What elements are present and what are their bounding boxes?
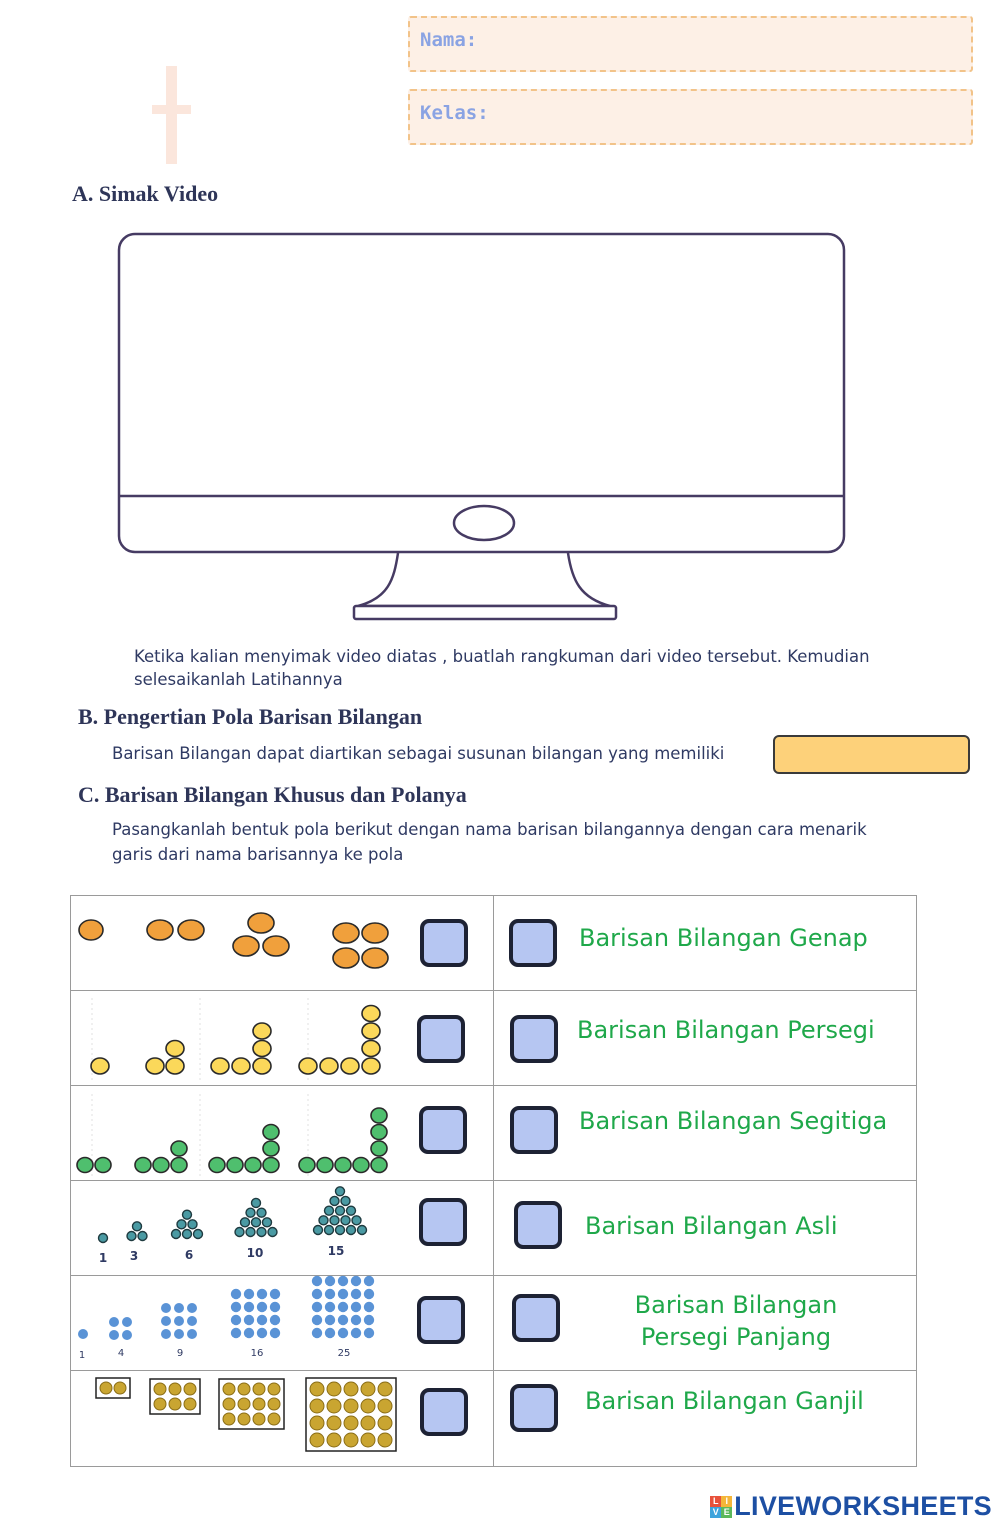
name-connector-1[interactable]	[509, 919, 557, 967]
gold-dot	[361, 1399, 375, 1413]
square-number-label: 4	[117, 1348, 125, 1359]
green-dot	[227, 1158, 243, 1173]
teal-dot	[188, 1220, 197, 1229]
triangle-number-label: 15	[327, 1244, 345, 1258]
blue-dot	[109, 1317, 119, 1327]
teal-dot	[330, 1196, 339, 1205]
pattern-squares	[78, 1276, 374, 1340]
gold-dot	[114, 1382, 126, 1394]
gold-dot	[378, 1433, 392, 1447]
pattern-connector-6[interactable]	[420, 1388, 468, 1436]
gold-dot	[361, 1433, 375, 1447]
teal-dot	[336, 1187, 345, 1196]
blue-dot	[231, 1315, 241, 1325]
blue-dot	[187, 1303, 197, 1313]
gold-dot	[361, 1382, 375, 1396]
gold-dot	[378, 1416, 392, 1430]
blue-dot	[364, 1315, 374, 1325]
gold-dot	[184, 1383, 196, 1395]
square-number-label: 1	[78, 1350, 86, 1361]
pattern-connector-1[interactable]	[420, 919, 468, 967]
blue-dot	[174, 1329, 184, 1339]
blue-dot	[122, 1330, 132, 1340]
section-c-title: C. Barisan Bilangan Khusus dan Polanya	[78, 782, 467, 807]
blue-dot	[174, 1303, 184, 1313]
teal-dot	[325, 1226, 334, 1235]
teal-dot	[99, 1234, 108, 1243]
blue-dot	[174, 1316, 184, 1326]
orange-dot	[248, 913, 274, 933]
orange-dot	[362, 923, 388, 943]
gold-dot	[184, 1398, 196, 1410]
yellow-dot	[146, 1058, 164, 1074]
teal-dot	[246, 1228, 255, 1237]
blue-dot	[325, 1289, 335, 1299]
blue-dot	[257, 1315, 267, 1325]
teal-dot	[325, 1206, 334, 1215]
green-dot	[153, 1158, 169, 1173]
yellow-dot	[211, 1058, 229, 1074]
section-c-instruction-2: garis dari nama barisannya ke pola	[112, 845, 404, 864]
pattern-rectangles	[96, 1378, 396, 1451]
teal-dot	[358, 1226, 367, 1235]
blue-dot	[338, 1302, 348, 1312]
gold-dot	[169, 1383, 181, 1395]
yellow-dot	[253, 1041, 271, 1057]
blue-dot	[231, 1289, 241, 1299]
triangle-number-label: 6	[184, 1248, 194, 1262]
teal-dot	[246, 1208, 255, 1217]
section-b-title: B. Pengertian Pola Barisan Bilangan	[78, 704, 423, 729]
sequence-name-ganjil: Barisan Bilangan Ganjil	[585, 1387, 864, 1415]
section-b-text: Barisan Bilangan dapat diartikan sebagai susunan bilangan yang memiliki	[112, 744, 725, 763]
sequence-name-segitiga: Barisan Bilangan Segitiga	[579, 1107, 888, 1135]
blue-dot	[257, 1328, 267, 1338]
blue-dot	[338, 1315, 348, 1325]
gold-dot	[268, 1398, 280, 1410]
green-dot	[371, 1108, 387, 1123]
yellow-dot	[166, 1041, 184, 1057]
blue-dot	[109, 1330, 119, 1340]
green-dot	[77, 1158, 93, 1173]
green-dot	[171, 1141, 187, 1156]
blue-dot	[270, 1289, 280, 1299]
green-dot	[263, 1125, 279, 1140]
yellow-dot	[341, 1058, 359, 1074]
green-dot	[209, 1158, 225, 1173]
gold-dot	[310, 1399, 324, 1413]
gold-dot	[169, 1398, 181, 1410]
teal-dot	[235, 1228, 244, 1237]
green-dot	[245, 1158, 261, 1173]
gold-dot	[154, 1398, 166, 1410]
class-label: Kelas:	[420, 102, 489, 124]
teal-dot	[341, 1216, 350, 1225]
teal-dot	[314, 1226, 323, 1235]
teal-dot	[257, 1208, 266, 1217]
teal-dot	[347, 1206, 356, 1215]
blue-dot	[338, 1289, 348, 1299]
blue-dot	[270, 1328, 280, 1338]
gold-dot	[253, 1413, 265, 1425]
green-dot	[95, 1158, 111, 1173]
sequence-name-persegi-panjang: Barisan Bilangan Persegi Panjang	[634, 1291, 838, 1351]
sequence-name-asli: Barisan Bilangan Asli	[585, 1212, 838, 1240]
blue-dot	[244, 1315, 254, 1325]
yellow-dot	[362, 1041, 380, 1057]
green-dot	[135, 1158, 151, 1173]
gold-dot	[327, 1399, 341, 1413]
blue-dot	[161, 1316, 171, 1326]
name-connector-3[interactable]	[510, 1106, 558, 1154]
gold-dot	[268, 1413, 280, 1425]
gold-dot	[344, 1433, 358, 1447]
pattern-l-shape-yellow	[91, 1006, 380, 1075]
blue-dot	[325, 1302, 335, 1312]
square-number-label: 16	[250, 1348, 264, 1359]
triangle-number-label: 1	[98, 1251, 108, 1265]
gold-dot	[268, 1383, 280, 1395]
blue-dot	[364, 1276, 374, 1286]
yellow-dot	[362, 1006, 380, 1022]
blue-dot	[270, 1302, 280, 1312]
blue-dot	[351, 1302, 361, 1312]
orange-dot	[233, 936, 259, 956]
teal-dot	[194, 1230, 203, 1239]
teal-dot	[183, 1230, 192, 1239]
blue-dot	[364, 1328, 374, 1338]
blue-dot	[257, 1302, 267, 1312]
yellow-dot	[362, 1058, 380, 1074]
gold-dot	[253, 1383, 265, 1395]
teal-dot	[177, 1220, 186, 1229]
yellow-dot	[232, 1058, 250, 1074]
orange-dot	[333, 948, 359, 968]
gold-dot	[344, 1399, 358, 1413]
teal-dot	[263, 1218, 272, 1227]
blue-dot	[364, 1289, 374, 1299]
gold-dot	[100, 1382, 112, 1394]
blue-dot	[244, 1289, 254, 1299]
teal-dot	[252, 1198, 261, 1207]
blue-dot	[161, 1303, 171, 1313]
blue-dot	[338, 1328, 348, 1338]
section-a-title: A. Simak Video	[72, 181, 219, 206]
yellow-dot	[166, 1058, 184, 1074]
blue-dot	[351, 1289, 361, 1299]
blue-dot	[325, 1328, 335, 1338]
orange-dot	[178, 920, 204, 940]
gold-dot	[310, 1382, 324, 1396]
blue-dot	[231, 1302, 241, 1312]
teal-dot	[341, 1196, 350, 1205]
square-number-label: 9	[176, 1348, 184, 1359]
green-dot	[171, 1158, 187, 1173]
yellow-dot	[299, 1058, 317, 1074]
liveworksheets-logo	[710, 1491, 992, 1522]
orange-dot	[79, 920, 103, 940]
gold-dot	[310, 1433, 324, 1447]
name-connector-6[interactable]	[510, 1384, 558, 1432]
gold-dot	[154, 1383, 166, 1395]
pattern-connector-3[interactable]	[419, 1106, 467, 1154]
liveworksheets-logo-text: LIVEWORKSHEETS	[734, 1491, 992, 1521]
blue-dot	[187, 1316, 197, 1326]
blue-dot	[231, 1328, 241, 1338]
name-connector-5[interactable]	[512, 1294, 560, 1342]
gold-dot	[327, 1433, 341, 1447]
blue-dot	[312, 1276, 322, 1286]
orange-dot	[147, 920, 173, 940]
blue-dot	[351, 1315, 361, 1325]
gold-dot	[378, 1399, 392, 1413]
teal-dot	[330, 1216, 339, 1225]
gold-dot	[327, 1382, 341, 1396]
name-connector-4[interactable]	[514, 1201, 562, 1249]
orange-dot	[263, 936, 289, 956]
green-dot	[371, 1141, 387, 1156]
teal-dot	[172, 1230, 181, 1239]
square-number-label: 25	[337, 1348, 351, 1359]
gold-dot	[238, 1383, 250, 1395]
gold-dot	[327, 1416, 341, 1430]
teal-dot	[252, 1218, 261, 1227]
blue-dot	[270, 1315, 280, 1325]
liveworksheets-logo-icon: L I V E	[710, 1496, 732, 1518]
triangle-number-label: 3	[129, 1249, 139, 1263]
pattern-connector-2[interactable]	[417, 1015, 465, 1063]
green-dot	[263, 1158, 279, 1173]
section-c-instruction-1: Pasangkanlah bentuk pola berikut dengan nama barisan bilangannya dengan cara menarik	[112, 820, 867, 839]
name-connector-2[interactable]	[510, 1015, 558, 1063]
pattern-triangle	[99, 1187, 367, 1243]
gold-dot	[223, 1398, 235, 1410]
gold-dot	[238, 1398, 250, 1410]
blue-dot	[338, 1276, 348, 1286]
blue-dot	[364, 1302, 374, 1312]
orange-dot	[333, 923, 359, 943]
blue-dot	[187, 1329, 197, 1339]
yellow-dot	[362, 1023, 380, 1039]
section-a-instruction-2: selesaikanlah Latihannya	[134, 670, 343, 689]
sequence-name-persegi: Barisan Bilangan Persegi	[577, 1016, 875, 1044]
blue-dot	[244, 1302, 254, 1312]
yellow-dot	[253, 1058, 271, 1074]
green-dot	[371, 1125, 387, 1140]
blue-dot	[351, 1276, 361, 1286]
teal-dot	[268, 1228, 277, 1237]
green-dot	[335, 1158, 351, 1173]
blue-dot	[257, 1289, 267, 1299]
yellow-dot	[320, 1058, 338, 1074]
blue-dot	[312, 1302, 322, 1312]
gold-dot	[238, 1413, 250, 1425]
blue-dot	[325, 1315, 335, 1325]
blue-dot	[325, 1276, 335, 1286]
teal-dot	[336, 1206, 345, 1215]
gold-dot	[344, 1382, 358, 1396]
gold-dot	[223, 1413, 235, 1425]
teal-dot	[127, 1232, 136, 1241]
gold-dot	[378, 1382, 392, 1396]
teal-dot	[347, 1226, 356, 1235]
teal-dot	[319, 1216, 328, 1225]
pattern-l-shape-green	[77, 1108, 387, 1173]
green-dot	[353, 1158, 369, 1173]
green-dot	[299, 1158, 315, 1173]
teal-dot	[257, 1228, 266, 1237]
orange-dot	[362, 948, 388, 968]
blue-dot	[161, 1329, 171, 1339]
blue-dot	[351, 1328, 361, 1338]
teal-dot	[241, 1218, 250, 1227]
triangle-number-label: 10	[246, 1246, 264, 1260]
blue-dot	[78, 1329, 88, 1339]
gold-dot	[361, 1416, 375, 1430]
yellow-dot	[91, 1058, 109, 1074]
teal-dot	[133, 1222, 142, 1231]
blue-dot	[312, 1315, 322, 1325]
green-dot	[317, 1158, 333, 1173]
pattern-connector-5[interactable]	[417, 1296, 465, 1344]
gold-dot	[344, 1416, 358, 1430]
teal-dot	[336, 1226, 345, 1235]
blue-dot	[312, 1289, 322, 1299]
green-dot	[263, 1141, 279, 1156]
blue-dot	[122, 1317, 132, 1327]
gold-dot	[223, 1383, 235, 1395]
yellow-dot	[253, 1023, 271, 1039]
teal-dot	[352, 1216, 361, 1225]
teal-dot	[138, 1232, 147, 1241]
section-a-instruction-1: Ketika kalian menyimak video diatas , buatlah rangkuman dari video tersebut. Kemudian	[134, 647, 870, 666]
pattern-connector-4[interactable]	[419, 1198, 467, 1246]
pattern-even-ovals	[79, 913, 388, 968]
blue-dot	[244, 1328, 254, 1338]
gold-dot	[253, 1398, 265, 1410]
gold-dot	[310, 1416, 324, 1430]
sequence-name-genap: Barisan Bilangan Genap	[579, 924, 868, 952]
green-dot	[371, 1158, 387, 1173]
teal-dot	[183, 1210, 192, 1219]
name-label: Nama:	[420, 29, 478, 51]
blue-dot	[312, 1328, 322, 1338]
